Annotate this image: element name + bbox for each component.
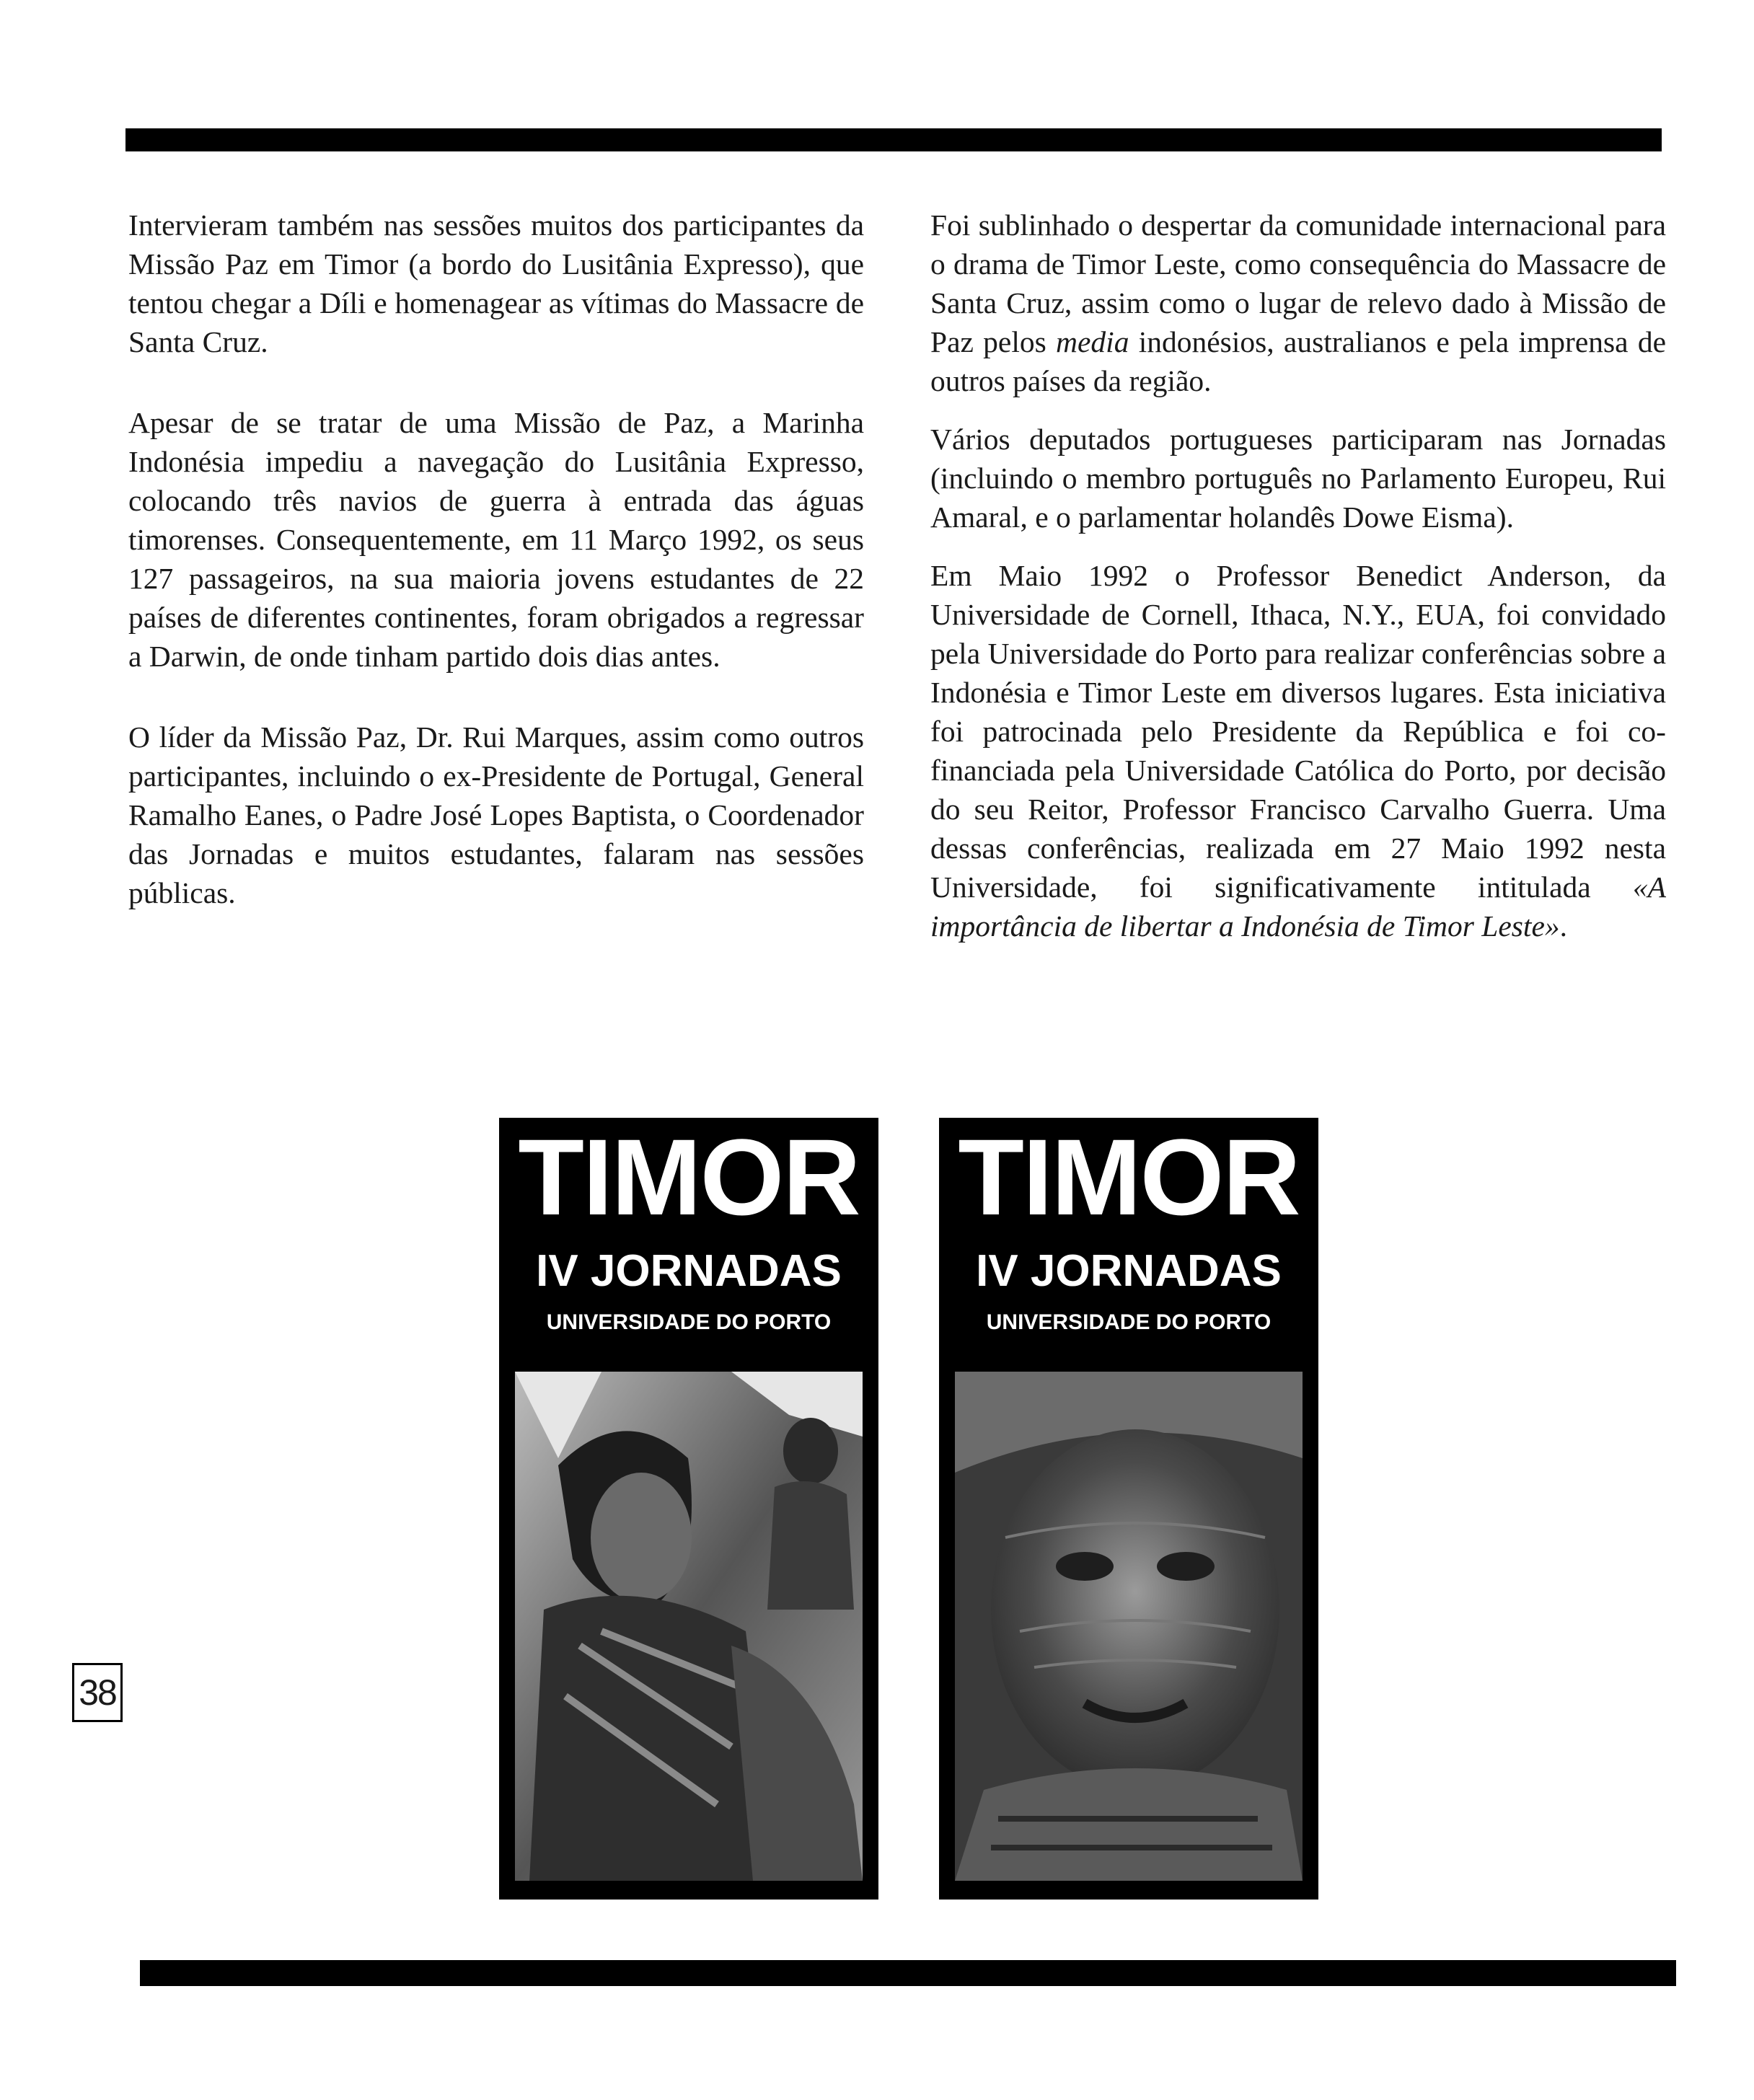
poster-institution: UNIVERSIDADE DO PORTO xyxy=(546,1310,832,1334)
poster-left xyxy=(499,1118,878,1900)
poster-institution: UNIVERSIDADE DO PORTO xyxy=(986,1310,1272,1334)
poster-photo-elder xyxy=(955,1372,1303,1881)
paragraph xyxy=(930,206,1666,400)
paragraph: Vários deputados portugueses participaram nas Jornadas (incluindo o membro português no Parlamento Europeu, Rui Amaral, e o parlamentar holandês Dowe Eisma). xyxy=(930,423,1666,534)
poster-photo-child xyxy=(515,1372,863,1881)
paragraph: O líder da Missão Paz, Dr. Rui Marques, assim como outros participantes, incluindo o ex-Presidente de Portugal, General Ramalho Eanes, o Padre José Lopes Baptista, o Coordenador das Jornadas e muitos estudantes, falaram nas sessões públicas. xyxy=(128,720,864,909)
poster-subtitle: IV JORNADAS xyxy=(976,1246,1282,1296)
lecture-title: «A importância de libertar a Indonésia de Timor Leste» xyxy=(930,870,1666,943)
right-column xyxy=(930,206,1666,945)
text-run: Em Maio 1992 o Professor Benedict Anderson, da Universidade de Cornell, Ithaca, N.Y., EUA, foi convidado pela Universidade do Porto para realizar conferências sobre a Indonésia e Timor Leste em diversos lugares. Esta iniciativa foi patrocinada pelo Presidente da República e foi co-financiada pela Universidade Católica do Porto, por decisão do seu Reitor, Professor Francisco Carvalho Guerra. Uma dessas conferências, realizada em 27 Maio 1992 nesta Universidade, foi significativamente intitulada xyxy=(930,559,1666,904)
page-number: 38 xyxy=(72,1663,123,1722)
bottom-rule xyxy=(140,1960,1676,1986)
left-column xyxy=(128,206,864,912)
text-run: . xyxy=(1559,909,1567,943)
poster-title: TIMOR xyxy=(518,1116,860,1238)
text-run: indonésios, australianos e pela imprensa de outros países da região. xyxy=(930,325,1666,397)
paragraph xyxy=(930,556,1666,945)
poster-right xyxy=(939,1118,1318,1900)
paragraph: Intervieram também nas sessões muitos dos participantes da Missão Paz em Timor (a bordo do Lusitânia Expresso), que tentou chegar a Díli e homenagear as vítimas do Massacre de Santa Cruz. xyxy=(128,208,864,358)
top-rule xyxy=(125,128,1662,151)
text-run: Foi sublinhado o despertar da comunidade internacional para o drama de Timor Leste, como consequência do Massacre de Santa Cruz, assim como o lugar de relevo dado à Missão de Paz pelos xyxy=(930,208,1666,358)
paragraph: Apesar de se tratar de uma Missão de Paz, a Marinha Indonésia impediu a navegação do Lusitânia Expresso, colocando três navios de guerra à entrada das águas timorenses. Consequentemente, em 11 Março 1992, os seus 127 passageiros, na sua maioria jovens estudantes de 22 países de diferentes continentes, foram obrigados a regressar a Darwin, de onde tinham partido dois dias antes. xyxy=(128,406,864,673)
emphasis-media: media xyxy=(1056,325,1129,358)
poster-title: TIMOR xyxy=(958,1116,1300,1238)
poster-subtitle: IV JORNADAS xyxy=(536,1246,842,1296)
